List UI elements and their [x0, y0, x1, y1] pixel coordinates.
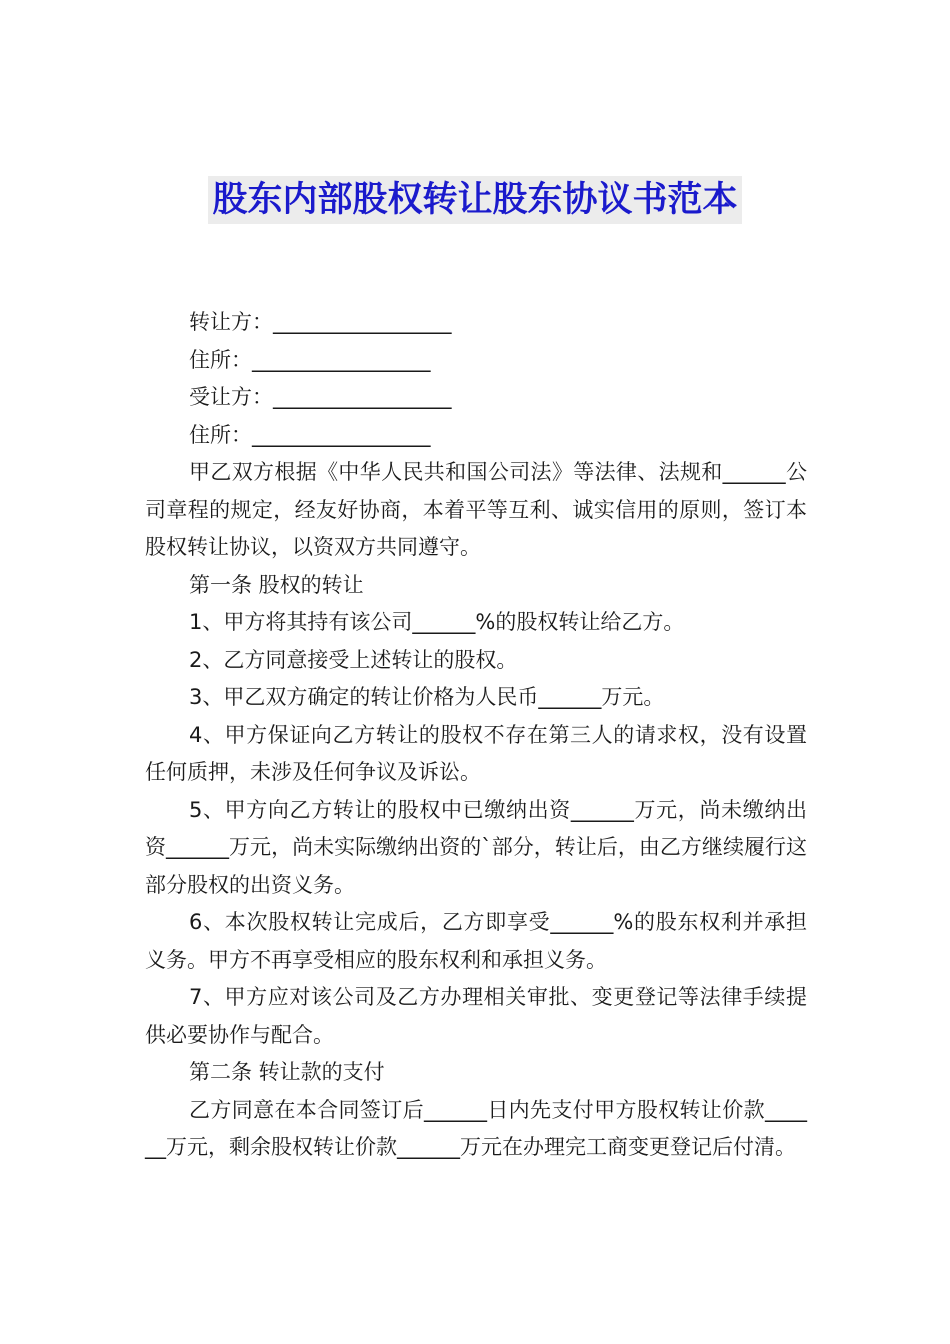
clause-1-1: 1、甲方将其持有该公司______%的股权转让给乙方。 — [189, 610, 685, 634]
clause-1-4: 4、甲方保证向乙方转让的股权不存在第三人的请求权，没有设置任何质押，未涉及任何争议及诉讼。 — [145, 722, 807, 784]
clause-1-7: 7、甲方应对该公司及乙方办理相关审批、变更登记等法律手续提供必要协作与配合。 — [145, 985, 807, 1047]
clause-1-2: 2、乙方同意接受上述转让的股权。 — [189, 647, 518, 672]
transferor-address-line: 住所：_________________ — [189, 347, 431, 372]
clause-1-6: 6、本次股权转让完成后，乙方即享受______%的股东权利并承担义务。甲方不再享受相应的股东权利和承担义务。 — [145, 910, 807, 972]
transferee-address-line: 住所：_________________ — [189, 422, 431, 447]
transferee-line: 受让方：_________________ — [189, 385, 452, 409]
transferor-line: 转让方：_________________ — [189, 310, 452, 334]
article-2-heading: 第二条 转让款的支付 — [189, 1060, 385, 1084]
clause-1-5: 5、甲方向乙方转让的股权中已缴纳出资______万元，尚未缴纳出资______万元，尚未实际缴纳出资的`部分，转让后，由乙方继续履行这部分股权的出资义务。 — [145, 797, 807, 897]
preamble-paragraph: 甲乙双方根据《中华人民共和国公司法》等法律、法规和______公司章程的规定，经友好协商，本着平等互利、诚实信用的原则，签订本股权转让协议，以资双方共同遵守。 — [145, 460, 807, 559]
title-container — [0, 176, 950, 224]
clause-2-1: 乙方同意在本合同签订后______日内先支付甲方股权转让价款______万元，剩余股权转让价款______万元在办理完工商变更登记后付清。 — [145, 1097, 807, 1159]
document-body — [145, 304, 807, 1167]
document-title: 股东内部股权转让股东协议书范本 — [208, 176, 741, 224]
article-1-heading: 第一条 股权的转让 — [189, 572, 364, 597]
clause-1-3: 3、甲乙双方确定的转让价格为人民币______万元。 — [189, 685, 665, 709]
